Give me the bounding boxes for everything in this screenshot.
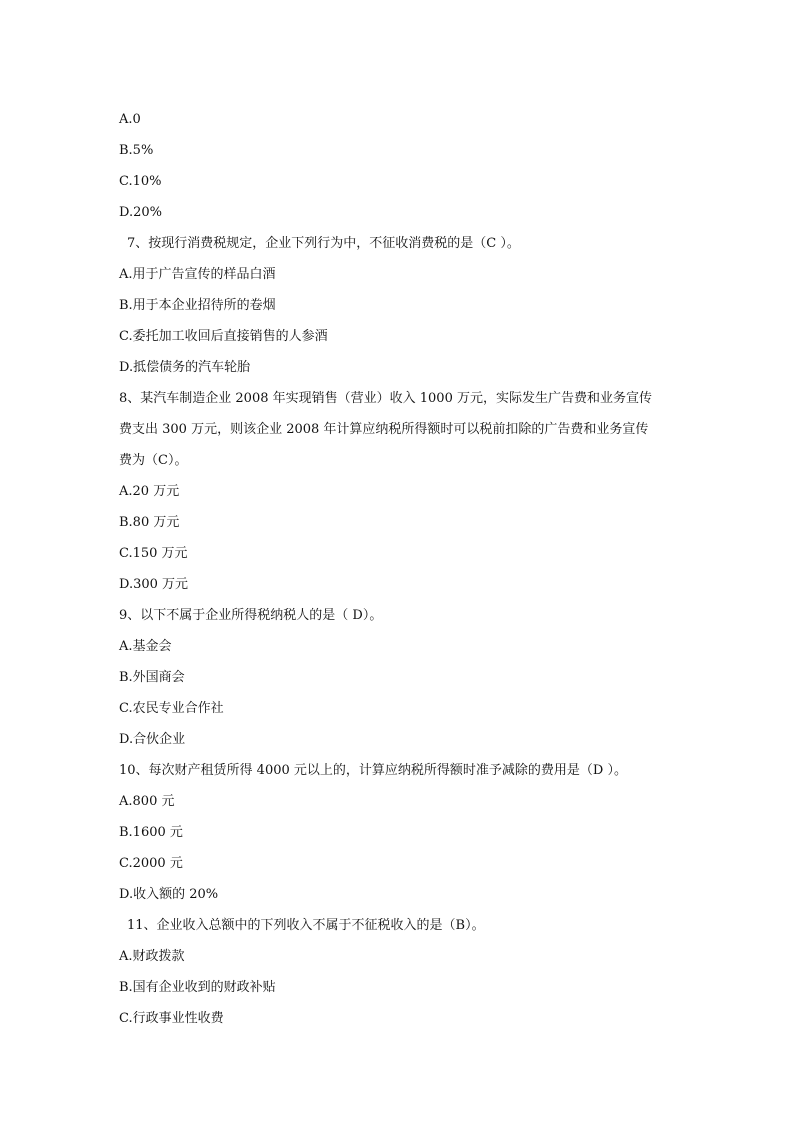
q9-option-a: A.基金会 <box>119 639 172 654</box>
q10-option-c: C.2000 元 <box>119 856 183 871</box>
q10-option-d: D.收入额的 20% <box>119 887 219 902</box>
q8-stem-line-1: 8、某汽车制造企业 2008 年实现销售（营业）收入 1000 万元，实际发生广告费和业务宣传 <box>119 391 652 406</box>
q6-option-a: A.0 <box>119 112 141 127</box>
q8-stem-line-2: 费支出 300 万元，则该企业 2008 年计算应纳税所得额时可以税前扣除的广告费和业务宣传 <box>119 422 649 437</box>
q9-stem: 9、以下不属于企业所得税纳税人的是（ D）。 <box>119 608 383 623</box>
q7-stem: 7、按现行消费税规定，企业下列行为中，不征收消费税的是（C ）。 <box>127 236 520 251</box>
q7-option-d: D.抵偿债务的汽车轮胎 <box>119 360 251 375</box>
q10-option-a: A.800 元 <box>119 794 175 809</box>
q9-option-d: D.合伙企业 <box>119 732 186 747</box>
q11-option-a: A.财政拨款 <box>119 949 185 964</box>
q8-option-a: A.20 万元 <box>119 484 180 499</box>
q6-option-c: C.10% <box>119 174 162 189</box>
q8-stem-line-3: 费为（C）。 <box>119 453 188 468</box>
q10-option-b: B.1600 元 <box>119 825 183 840</box>
q7-option-a: A.用于广告宣传的样品白酒 <box>119 267 276 282</box>
q6-option-b: B.5% <box>119 143 154 158</box>
q7-option-b: B.用于本企业招待所的卷烟 <box>119 298 276 313</box>
q9-option-b: B.外国商会 <box>119 670 185 685</box>
q11-stem: 11、企业收入总额中的下列收入不属于不征税收入的是（B）。 <box>127 918 485 933</box>
q8-option-b: B.80 万元 <box>119 515 180 530</box>
q6-option-d: D.20% <box>119 205 162 220</box>
q10-stem: 10、每次财产租赁所得 4000 元以上的，计算应纳税所得额时准予减除的费用是（D ）。 <box>119 763 627 778</box>
q8-option-d: D.300 万元 <box>119 577 189 592</box>
q7-option-c: C.委托加工收回后直接销售的人参酒 <box>119 329 328 344</box>
q8-option-c: C.150 万元 <box>119 546 188 561</box>
question-list <box>119 104 679 1034</box>
q11-option-c: C.行政事业性收费 <box>119 1011 224 1026</box>
q11-option-b: B.国有企业收到的财政补贴 <box>119 980 276 995</box>
q9-option-c: C.农民专业合作社 <box>119 701 224 716</box>
